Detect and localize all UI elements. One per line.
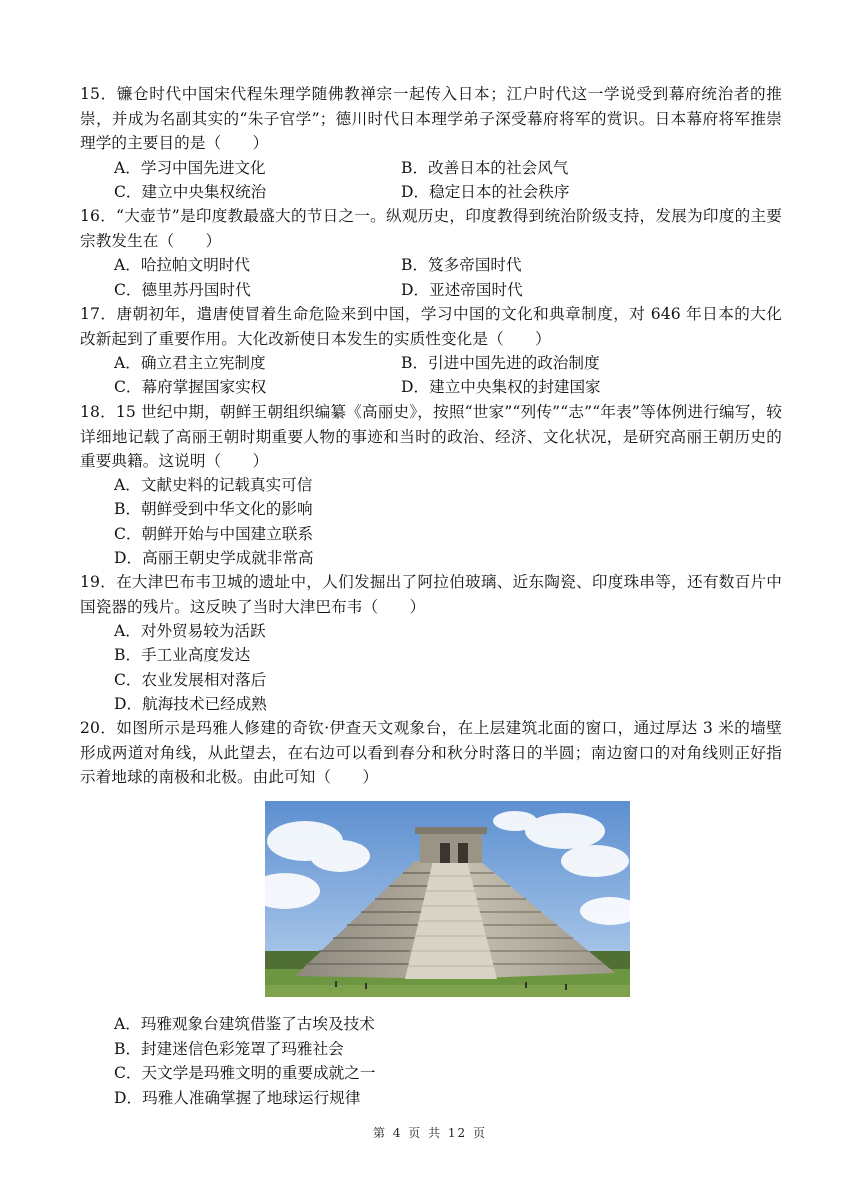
question-18-option-d: D．高丽王朝史学成就非常高 bbox=[114, 549, 314, 567]
question-16-stem: 16．“大壶节”是印度教最盛大的节日之一。纵观历史，印度教得到统治阶级支持，发展为印度的主要宗教发生在（ ） bbox=[80, 207, 782, 250]
question-17-option-a: A．确立君主立宪制度 bbox=[114, 354, 266, 372]
question-15-option-d: D．稳定日本的社会秩序 bbox=[401, 183, 570, 201]
question-20-option-a: A．玛雅观象台建筑借鉴了古埃及技术 bbox=[114, 1015, 375, 1033]
question-15-option-a: A．学习中国先进文化 bbox=[114, 159, 266, 177]
question-17-stem: 17．唐朝初年，遣唐使冒着生命危险来到中国，学习中国的文化和典章制度，对 646 年日本的大化改新起到了重要作用。大化改新使日本发生的实质性变化是（ ） bbox=[80, 305, 782, 348]
question-20-option-c: C．天文学是玛雅文明的重要成就之一 bbox=[114, 1064, 376, 1082]
chichen-itza-pyramid-photo bbox=[265, 801, 630, 997]
question-16-option-c: C．德里苏丹国时代 bbox=[114, 281, 251, 299]
question-16-option-d: D．亚述帝国时代 bbox=[401, 281, 523, 299]
page-footer: 第 4 页 共 12 页 bbox=[373, 1126, 487, 1140]
question-17-option-c: C．幕府掌握国家实权 bbox=[114, 378, 267, 396]
question-18-option-a: A．文献史料的记载真实可信 bbox=[114, 476, 313, 494]
question-15-option-c: C．建立中央集权统治 bbox=[114, 183, 267, 201]
question-16-option-a: A．哈拉帕文明时代 bbox=[114, 256, 251, 274]
question-19-option-a: A．对外贸易较为活跃 bbox=[114, 622, 266, 640]
question-19-stem: 19．在大津巴布韦卫城的遗址中，人们发掘出了阿拉伯玻璃、近东陶瓷、印度珠串等，还有数百片中国瓷器的残片。这反映了当时大津巴布韦（ ） bbox=[80, 573, 782, 616]
question-19-option-b: B．手工业高度发达 bbox=[114, 646, 251, 664]
question-20-stem: 20．如图所示是玛雅人修建的奇钦·伊查天文观象台，在上层建筑北面的窗口，通过厚达 3 米的墙壁形成两道对角线，从此望去，在右边可以看到春分和秋分时落日的半圆；南边窗口的对角线则正好指示着地球的南极和北极。由此可知（ ） bbox=[80, 719, 782, 787]
question-17-option-b: B．引进中国先进的政治制度 bbox=[401, 354, 600, 372]
question-20-option-b: B．封建迷信色彩笼罩了玛雅社会 bbox=[114, 1040, 344, 1058]
question-15-option-b: B．改善日本的社会风气 bbox=[401, 159, 569, 177]
question-18-option-b: B．朝鲜受到中华文化的影响 bbox=[114, 500, 313, 518]
question-17-option-d: D．建立中央集权的封建国家 bbox=[401, 378, 601, 396]
question-18-stem: 18．15 世纪中期，朝鲜王朝组织编纂《高丽史》，按照“世家”“列传”“志”“年表”等体例进行编写，较详细地记载了高丽王朝时期重要人物的事迹和当时的政治、经济、文化状况，是研究高丽王朝历史的重要典籍。这说明（ ） bbox=[80, 403, 782, 471]
question-19-option-d: D．航海技术已经成熟 bbox=[114, 695, 267, 713]
question-16-option-b: B．笈多帝国时代 bbox=[401, 256, 522, 274]
question-18-option-c: C．朝鲜开始与中国建立联系 bbox=[114, 525, 314, 543]
question-20-option-d: D．玛雅人准确掌握了地球运行规律 bbox=[114, 1089, 361, 1107]
question-15-stem: 15．镰仓时代中国宋代程朱理学随佛教禅宗一起传入日本；江户时代这一学说受到幕府统治者的推崇，并成为名副其实的“朱子官学”；德川时代日本理学弟子深受幕府将军的赏识。日本幕府将军推崇理学的主要目的是（ ） bbox=[80, 85, 782, 153]
question-19-option-c: C．农业发展相对落后 bbox=[114, 671, 267, 689]
